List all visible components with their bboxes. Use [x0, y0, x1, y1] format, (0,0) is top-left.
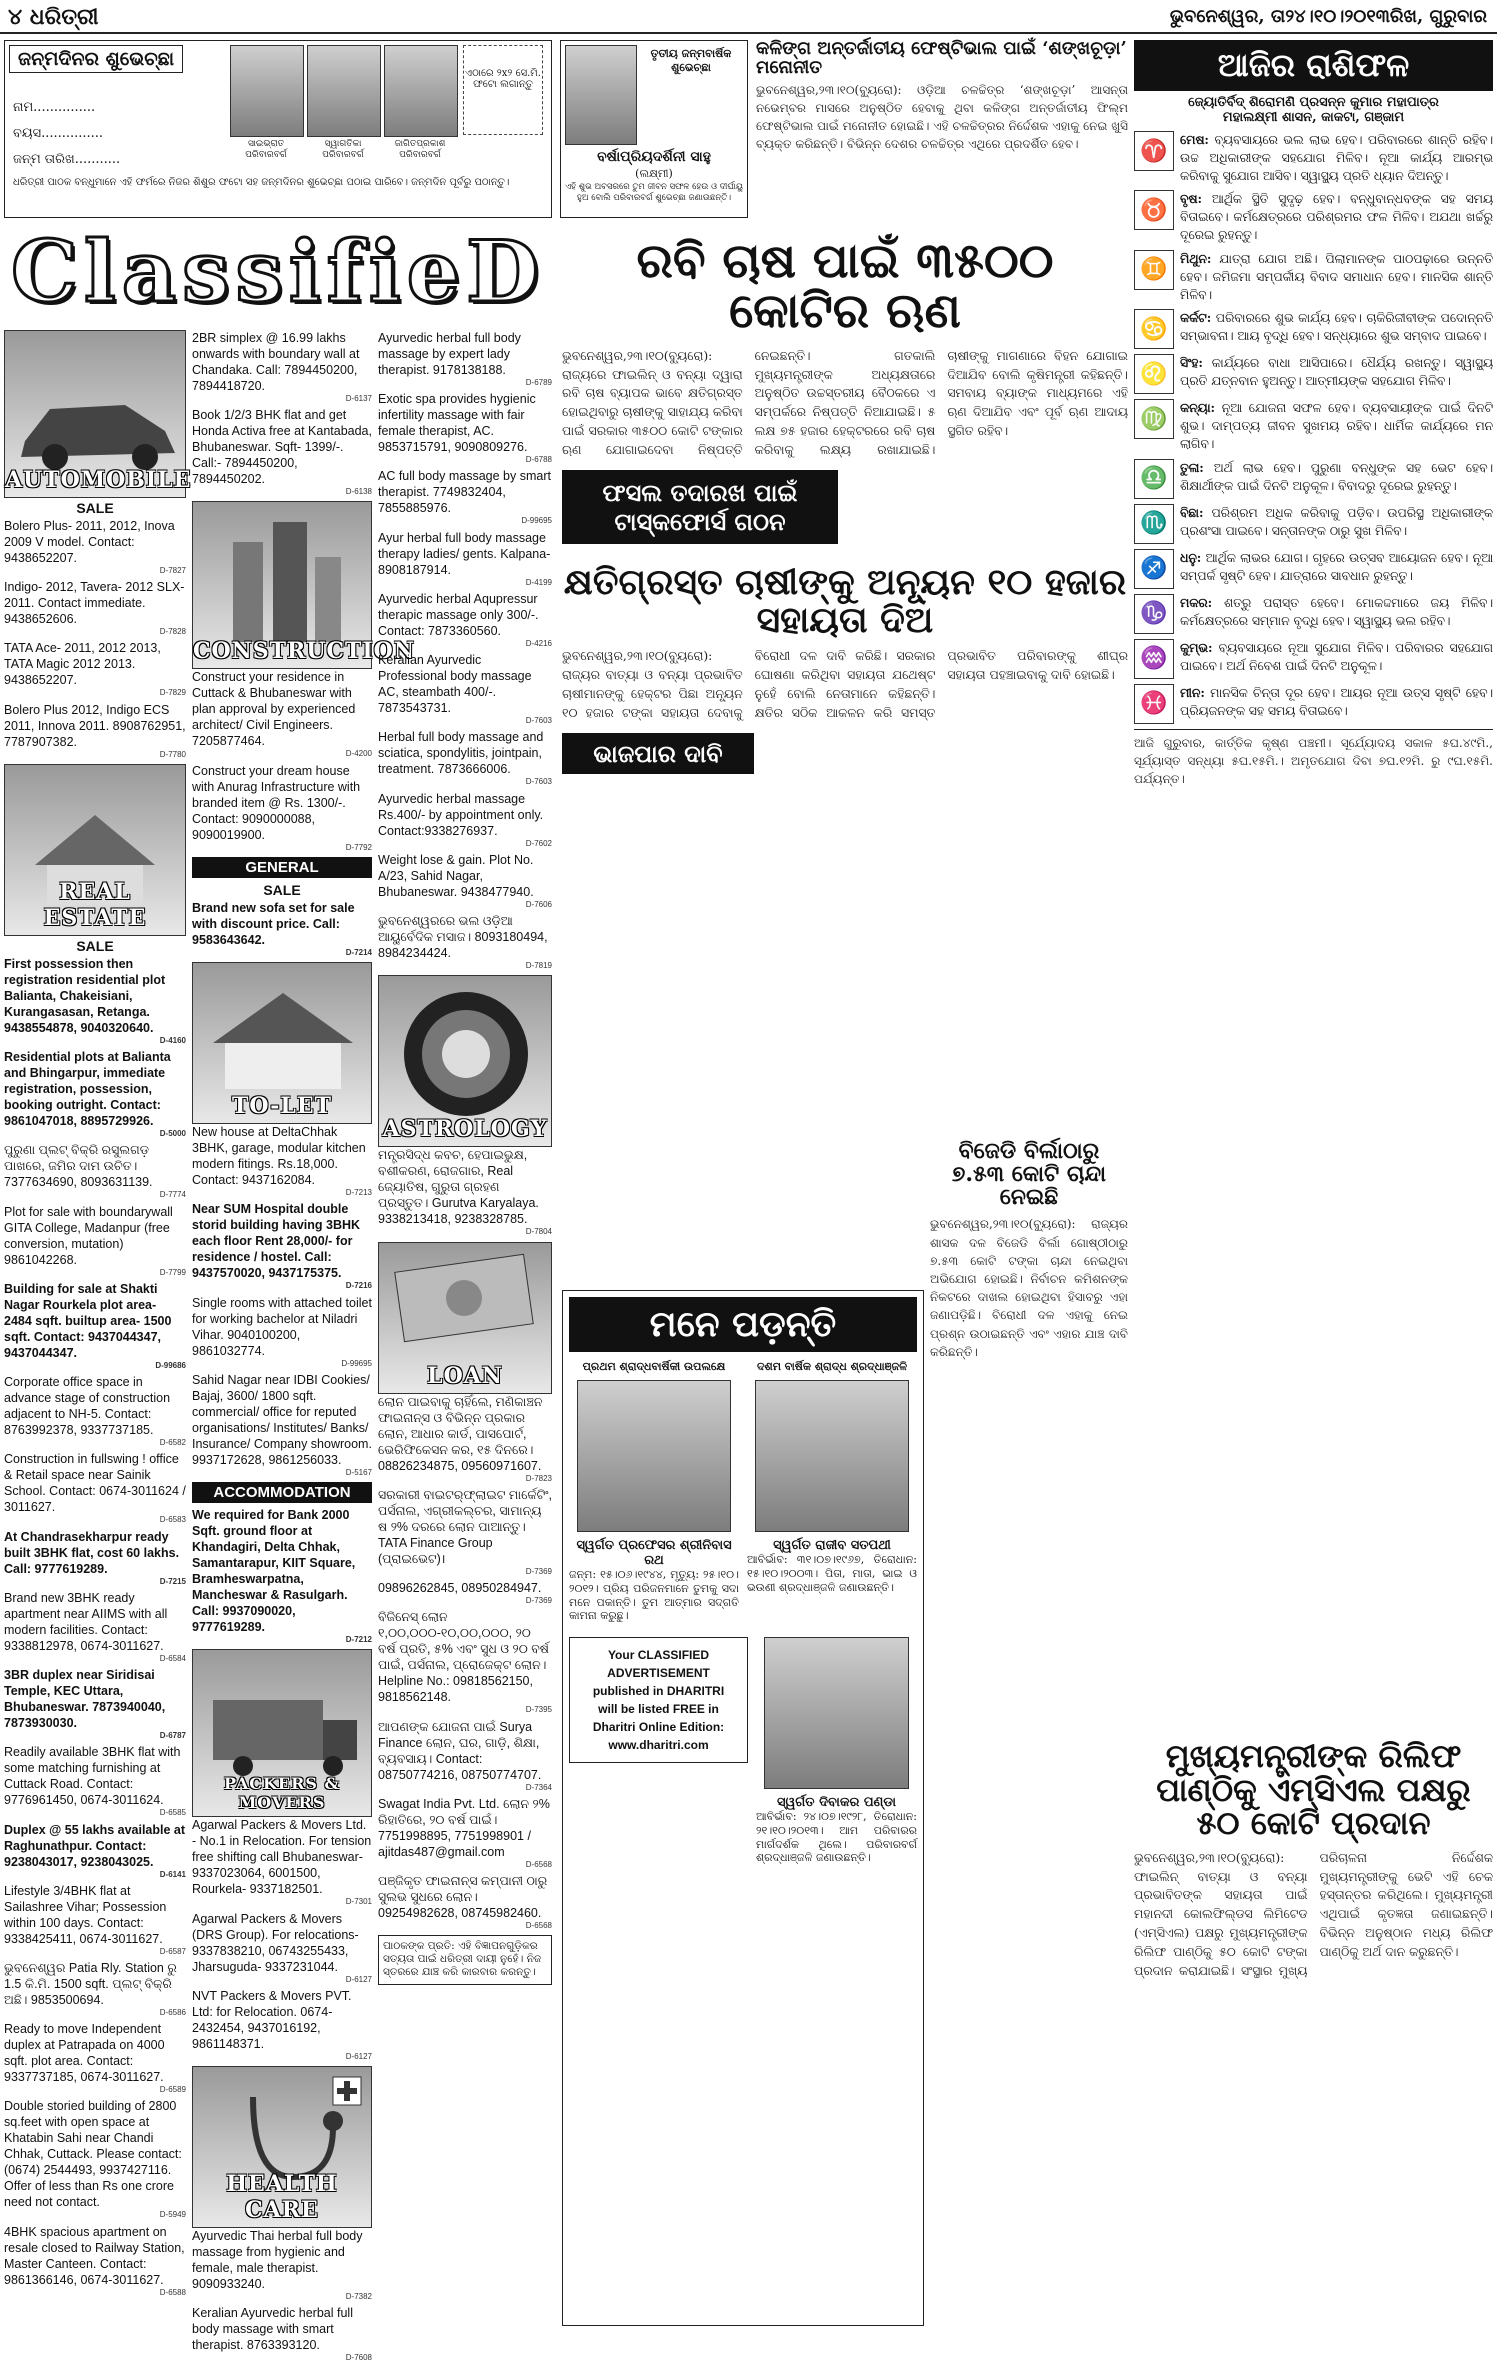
classified-ad [192, 2305, 372, 2363]
obituary-photo-2 [755, 1380, 909, 1532]
ad-text: Plot for sale with boundarywall GITA College, Madanpur (free conversion, mutation) 9861042268. [4, 1204, 173, 1267]
ad-text: At Chandrasekharpur ready built 3BHK flat, cost 60 lakhs. Call: 9777619289. [4, 1529, 180, 1576]
classified-ad [378, 1394, 552, 1484]
ad-code: D-6127 [345, 1974, 372, 1984]
classified-ad [378, 591, 552, 649]
ad-code: D-7364 [525, 1782, 552, 1792]
zodiac-sign-icon: ♌ [1134, 354, 1174, 394]
classified-promo: Your CLASSIFIED ADVERTISEMENT published in DHARITRI will be listed FREE in Dharitri Online Edition: www.dharitri.com [569, 1637, 748, 1763]
classified-ad [4, 579, 186, 637]
obituary-body-3: ଆବିର୍ଭାବ: ୨୪।୦୭।୧୯୨୮, ତିରୋଧାନ: ୨୧।୧୦।୨୦୧୩। ଆମ ପରିବାରର ମାର୍ଗଦର୍ଶକ ଥିଲେ। ପରିବାରବର୍ଗ ଶ୍ରଦ୍ଧାଞ୍ଜଳି ଜଣାଉଛନ୍ତି। [756, 1810, 917, 1865]
ad-text: Herbal full body massage and sciatica, spondylitis, jointpain, treatment. 7873666006. [378, 730, 544, 777]
rashi-text: ଯାତ୍ରା ଯୋଗ ଅଛି। ପିଲାମାନଙ୍କ ପାଠପଢ଼ାରେ ଉନ୍ନତି ହେବ। ଜମିଜମା ସମ୍ପର୍କୀୟ ବିବାଦ ସମାଧାନ ହେବ। ମାନସିକ ଶାନ୍ତି ମିଳିବ। [1180, 251, 1493, 302]
photo-caption-2: ସ୍ୱାଗତିକା ପରିବାରବର୍ଗ [322, 139, 364, 161]
ad-code: D-7799 [159, 1267, 186, 1277]
rashi-entry [1134, 131, 1493, 185]
rashi-text: ପରିଶ୍ରମ ଅଧିକ କରିବାକୁ ପଡ଼ିବ। ଉପରିସ୍ଥ ଅଧିକାରୀଙ୍କ ପ୍ରଶଂସା ପାଇବେ। ସନ୍ତାନଙ୍କ ଠାରୁ ସୁଖ ମିଳିବ। [1180, 505, 1493, 538]
rashi-text: ଆର୍ଥିକ ଲାଭର ଯୋଗ। ଗୃହରେ ଉତ୍ସବ ଆୟୋଜନ ହେବ। ନୂଆ ସମ୍ପର୍କ ସୃଷ୍ଟି ହେବ। ଯାତ୍ରାରେ ସାବଧାନ ରୁହନ୍ତୁ। [1180, 550, 1493, 583]
loan-image: LOAN [378, 1242, 552, 1394]
ad-text: ଭୁବନେଶ୍ୱରରେ ଭଲ ଓଡ଼ିଆ ଆୟୁର୍ବେଦିକ ମସାଜ। 8093180494, 8984234424. [378, 914, 548, 961]
classified-ad [4, 1883, 186, 1957]
ad-text: Bolero Plus 2012, Indigo ECS 2011, Innova 2011. 8908762951, 7787907382. [4, 702, 186, 749]
rashi-entry [1134, 639, 1493, 679]
main-story-body: ଭୁବନେଶ୍ୱର,୨୩।୧୦(ବ୍ୟୁରୋ): ରାଜ୍ୟରେ ଫାଇଲିନ୍ ଓ ବନ୍ୟା ଦ୍ୱାରା ରବି ଚାଷ ବ୍ୟାପକ ଭାବେ କ୍ଷତିଗ୍ରସ୍ତ ହୋଇଥିବାରୁ ଚାଷୀଙ୍କୁ ସାହାଯ୍ୟ କରିବା ପାଇଁ ସରକାର ୩୫୦୦ କୋଟି ଟଙ୍କାର ଋଣ ଯୋଗାଇଦେବା ନିଷ୍ପତ୍ତି ନେଇଛନ୍ତି। ଗତକାଲି ମୁଖ୍ୟମନ୍ତ୍ରୀଙ୍କ ଅଧ୍ୟକ୍ଷତାରେ ଅନୁଷ୍ଠିତ ଉଚ୍ଚସ୍ତରୀୟ ବୈଠକରେ ଏ ସମ୍ପର୍କରେ ନିଷ୍ପତ୍ତି ନିଆଯାଇଛି। ୫ ଲକ୍ଷ ୭୫ ହଜାର ହେକ୍ଟରରେ ରବି ଚାଷ କରିବାକୁ ଲକ୍ଷ୍ୟ ରଖାଯାଇଛି। ଚାଷୀଙ୍କୁ ମାଗଣାରେ ବିହନ ଯୋଗାଇ ଦିଆଯିବ ବୋଲି କୃଷିମନ୍ତ୍ରୀ କହିଛନ୍ତି। ସମବାୟ ବ୍ୟାଙ୍କ ମାଧ୍ୟମରେ ଏହି ଋଣ ଦିଆଯିବ ଏବଂ ପୂର୍ବ ଋଣ ଆଦାୟ ସ୍ଥଗିତ ରହିବ। [562, 347, 1128, 457]
ad-text: Indigo- 2012, Tavera- 2012 SLX- 2011. Contact immediate. 9438652606. [4, 580, 185, 627]
ad-text: Sahid Nagar near IDBI Cookies/ Bajaj, 3600/ 1800 sqft. commercial/ office for reputed organisations/ Institutes/ Banks/ Insurance/ Company showroom. 9937172628, 9861256033. [192, 1372, 372, 1467]
ad-code: D-7819 [525, 961, 552, 971]
ad-code: D-7603 [525, 716, 552, 726]
classified-ad [4, 1142, 186, 1200]
ad-text: ସରକାରୀ ବାଇଟର୍‌ଫ୍ଲାଇଟ ମାର୍କେଟିଂ, ପର୍ସନାଲ, ଏଗ୍ରୀକଲ୍ଚର, ସାମାନ୍ୟ ଷ ୨% ଦରରେ ଲୋନ ପାଆନ୍ତୁ। TATA Finance Group (ପ୍ରାଇଭେଟ)। [378, 1487, 552, 1566]
ad-code: D-6141 [159, 1869, 186, 1879]
obituary-name-3: ସ୍ୱର୍ଗତ ଦିବାକର ପଣ୍ଡା [777, 1795, 896, 1810]
classified-ad [4, 1822, 186, 1880]
ad-code: D-6587 [159, 1946, 186, 1956]
classified-ad [4, 2224, 186, 2298]
classified-ad [192, 2228, 372, 2302]
ad-code: D-7829 [159, 688, 186, 698]
ad-text: Lifestyle 3/4BHK flat at Sailashree Vihar; Possession within 100 days. Contact: 9338425411, 0674-3011627. [4, 1883, 167, 1946]
classified-ad [192, 407, 372, 497]
general-sale-heading: SALE [263, 881, 301, 898]
construction-image: CONSTRUCTION [192, 501, 372, 669]
rashi-name: ମିଥୁନ: [1180, 250, 1212, 266]
ad-text: Ayurvedic herbal Aqupressur therapic massage only 300/-. Contact: 7873360560. [378, 591, 539, 638]
birthday-photo-2 [307, 45, 381, 137]
ad-text: New house at DeltaChhak 3BHK, garage, modular kitchen modern fitings. Rs.18,000. Contact: 9437162084. [192, 1125, 366, 1188]
website-link[interactable]: www.dharitri.com [608, 1738, 709, 1752]
page-label: ୪ ଧରିତ୍ରୀ [8, 4, 99, 30]
third-story-body: ଭୁବନେଶ୍ୱର,୨୩।୧୦(ବ୍ୟୁରୋ): ରାଜ୍ୟର ଶାସକ ଦଳ ବିଜେଡି ବିର୍ଲା ଗୋଷ୍ଠୀଠାରୁ ୭.୫୩ କୋଟି ଟଙ୍କା ଚାନ୍ଦା ନେଇଥିବା ଅଭିଯୋଗ ହୋଇଛି। ନିର୍ବାଚନ କମିଶନଙ୍କ ନିକଟରେ ଦାଖଲ ହୋଇଥିବା ହିସାବରୁ ଏହା ଜଣାପଡ଼ିଛି। ବିରୋଧୀ ଦଳ ଏହାକୁ ନେଇ ପ୍ରଶ୍ନ ଉଠାଇଛନ୍ତି ଏବଂ ଏହାର ଯାଞ୍ଚ ଦାବି କରିଛନ୍ତି। [930, 1217, 1128, 1359]
rashi-entry [1134, 504, 1493, 544]
ad-text: 3BR duplex near Siridisai Temple, KEC Uttara, Bhubaneswar. 7873940040, 7873930030. [4, 1668, 166, 1731]
ad-code: D-7216 [345, 1281, 372, 1291]
classified-ad [4, 518, 186, 576]
rashi-name: ମୀନ: [1180, 684, 1205, 700]
ad-text: ଲୋନ ପାଇବାକୁ ଚାହିଁଲେ, ମଣିକାଞ୍ଚନ ଫାଇନାନ୍ସ ଓ ବିଭିନ୍ନ ପ୍ରକାର ଲୋନ, ଆଧାର କାର୍ଡ, ପାସପୋର୍ଟ, ଭେରିଫିକେସନ କର, ୧୫ ଦିନରେ। 08826234875, 09560971607. [378, 1394, 543, 1473]
ad-code: D-6127 [345, 2051, 372, 2061]
classified-ad [4, 1667, 186, 1741]
ad-text: ମନ୍ତ୍ରସିଦ୍ଧ କବଚ, ହେପାଇଭୁକ୍ଷ, ବଶୀକରଣ, ରୋଜଗାର, Real ଜ୍ୟୋତିଷ, ଗୁରୁତା ଗ୍ରହଣ ପ୍ରସ୍ତୁତ। Gurutva Karyalaya. 9338213418, 9238328785. [378, 1148, 539, 1227]
relief-story-body: ଭୁବନେଶ୍ୱର,୨୩।୧୦(ବ୍ୟୁରୋ): ଫାଇଲିନ୍ ବାତ୍ୟା ଓ ବନ୍ୟା ପ୍ରଭାବିତଙ୍କ ସହାୟତା ପାଇଁ ମହାନଦୀ କୋଲଫିଲ୍ଡସ ଲିମିଟେଡ (ଏମ୍‌ସିଏଲ) ପକ୍ଷରୁ ମୁଖ୍ୟମନ୍ତ୍ରୀଙ୍କ ରିଲିଫ ପାଣ୍ଠିକୁ ୫୦ କୋଟି ଟଙ୍କା ପ୍ରଦାନ କରାଯାଇଛି। ସଂସ୍ଥାର ମୁଖ୍ୟ ପରିଚାଳନା ନିର୍ଦ୍ଦେଶକ ମୁଖ୍ୟମନ୍ତ୍ରୀଙ୍କୁ ଭେଟି ଏହି ଚେକ ହସ୍ତାନ୍ତର କରିଥିଲେ। ମୁଖ୍ୟମନ୍ତ୍ରୀ ଏଥିପାଇଁ କୃତଜ୍ଞତା ଜଣାଇଛନ୍ତି। ବିଭିନ୍ନ ଅନୁଷ୍ଠାନ ମଧ୍ୟ ରିଲିଫ ପାଣ୍ଠିକୁ ଅର୍ଥ ଦାନ କରୁଛନ୍ତି। [1134, 1849, 1493, 1978]
classified-logo: ClassifieD [10, 222, 546, 321]
ad-text: Brand new sofa set for sale with discount price. Call: 9583643642. [192, 900, 355, 947]
ad-code: D-6584 [159, 1653, 186, 1663]
ad-code: D-7395 [525, 1705, 552, 1715]
classified-col-2 [192, 330, 415, 2363]
classified-ad [378, 1609, 552, 1715]
ad-text: ବିଜିନେସ୍ ଲୋନ ୧,୦୦,୦୦୦-୧୦,୦୦,୦୦୦, ୨୦ ବର୍ଷ ପ୍ରତି, ୫% ଏବଂ ସୁଧ ଓ ୨୦ ବର୍ଷ ପାଇଁ, ପର୍ସନାଲ, ପ୍ରୋଜେକ୍ଟ ଲୋନ। Helpline No.: 09818562150, 9818562148. [378, 1610, 549, 1705]
classified-ad [4, 1744, 186, 1818]
ad-text: ପୁରୁଣା ପ୍ଲଟ୍ ବିକ୍ରି ରସୁଲଗଡ଼ ପାଖରେ, ଜମିର ଦାମ ଉଚିତ। 7377634690, 8093631139. [4, 1143, 153, 1190]
classified-ad [4, 2098, 186, 2220]
ad-text: Keralian Ayurvedic herbal full body massage with smart therapist. 8763393120. [192, 2306, 353, 2353]
obituary-body-1: ଜନ୍ମ: ୧୫।୦୬।୧୯୪୪, ମୃତ୍ୟୁ: ୨୫।୧୦।୨୦୧୨। ପ୍ରିୟ ପରିଜନମାନେ ତୁମକୁ ସଦା ମନେ ପକାନ୍ତି। ତୁମ ଆତ୍ମାର ସଦ୍‌ଗତି କାମନା କରୁଛୁ। [569, 1568, 739, 1623]
classified-ad [192, 1124, 372, 1198]
rashi-name: ତୁଳା: [1180, 459, 1204, 475]
obituary-panel [562, 1290, 924, 2326]
bjp-demand-box: ଭାଜପାର ଦାବି [562, 733, 754, 774]
classified-ad [378, 913, 552, 971]
ad-text: Book 1/2/3 BHK flat and get Honda Activa free at Kantabada, Bhubaneswar. Sqft- 1399/-. Call:- 7894450200, 7894450202. [192, 408, 372, 487]
rashi-entry [1134, 594, 1493, 634]
classified-ad [192, 1201, 372, 1291]
packers-image: PACKERS & MOVERS [192, 1649, 372, 1817]
relief-story [1134, 1737, 1493, 2326]
ad-code: D-6586 [159, 2007, 186, 2017]
top-story-headline: କଳିଙ୍ଗ ଅନ୍ତର୍ଜାତୀୟ ଫେଷ୍ଟିଭାଲ ପାଇଁ ‘ଶଙ୍ଖଚୂଡ଼ା’ ମନୋନୀତ [756, 38, 1127, 78]
zodiac-sign-icon: ♊ [1134, 250, 1174, 290]
obituary-heading-2: ଦଶମ ବାର୍ଷିକ ଶ୍ରାଦ୍ଧ ଶ୍ରଦ୍ଧାଞ୍ଜଳି [756, 1360, 908, 1373]
classified-ad [378, 330, 552, 388]
ad-code: D-7301 [345, 1897, 372, 1907]
classified-ad [192, 1372, 372, 1478]
ad-text: Construct your residence in Cuttack & Bhubaneswar with plan approval by experienced architect/ Civil Engineers. 7205877464. [192, 670, 356, 749]
rashi-text: ମାନସିକ ଚିନ୍ତା ଦୂର ହେବ। ଆୟର ନୂଆ ଉତ୍ସ ସୃଷ୍ଟି ହେବ। ପ୍ରିୟଜନଙ୍କ ସହ ସମୟ ବିତାଇବେ। [1180, 685, 1493, 718]
rashi-name: ମକର: [1180, 594, 1213, 610]
classified-ad [4, 1049, 186, 1139]
to-let-image: TO-LET [192, 962, 372, 1124]
zodiac-sign-icon: ♒ [1134, 639, 1174, 679]
dateline: ଭୁବନେଶ୍ୱର, ତା୨୪।୧୦।୨୦୧୩ରିଖ, ଗୁରୁବାର [1169, 6, 1487, 27]
ad-code: D-7608 [345, 2353, 372, 2363]
zodiac-sign-icon: ♍ [1134, 399, 1174, 439]
ad-text: Swagat India Pvt. Ltd. ଲୋନ ୨% ରିହାତିରେ, ୨୦ ବର୍ଷ ପାଇଁ। 7751998895, 7751998901 / ajitdas487@gmail.com [378, 1796, 550, 1859]
ad-code: D-5949 [159, 2210, 186, 2220]
ad-code: D-7603 [525, 777, 552, 787]
ad-code: D-99686 [155, 1360, 186, 1370]
ad-code: D-6789 [525, 378, 552, 387]
anniversary-photo [565, 45, 637, 145]
anniversary-box [560, 40, 748, 218]
accommodation-heading: ACCOMMODATION [192, 1482, 372, 1503]
classified-ad [192, 1295, 372, 1369]
ad-text: ଭୁବନେଶ୍ୱର Patia Rly. Station ରୁ 1.5 କି.ମି. 1500 sqft. ପ୍ଲଟ୍ ବିକ୍ରି ଅଛି। 9853500694. [4, 1960, 177, 2007]
rashi-name: ମେଷ: [1180, 132, 1209, 147]
rashi-name: କନ୍ୟା: [1180, 400, 1216, 416]
birthday-form [4, 40, 552, 218]
ad-text: ଆପଣଙ୍କ ଯୋଜନା ପାଇଁ Surya Finance ଲୋନ, ଘର, ଗାଡ଼ି, ଶିକ୍ଷା, ବ୍ୟବସାୟ। Contact: 08750774216, 08750774707. [378, 1719, 542, 1782]
classified-col-3 [378, 330, 552, 2330]
ad-text: Brand new 3BHK ready apartment near AIIMS with all modern facilities. Contact: 9338812978, 0674-3011627. [4, 1590, 168, 1653]
ad-text: 2BR simplex @ 16.99 lakhs onwards with boundary wall at Chandaka. Call: 7894450200, 7894418720. [192, 331, 360, 393]
ad-code: D-7212 [345, 1635, 372, 1645]
third-story [930, 1140, 1128, 1440]
rashi-text: ଆର୍ଥିକ ସ୍ଥିତି ସୁଦୃଢ଼ ହେବ। ବନ୍ଧୁବାନ୍ଧବଙ୍କ ସହ ସମୟ ବିତାଇବେ। କର୍ମକ୍ଷେତ୍ରରେ ପରିଶ୍ରମର ଫଳ ମିଳିବ। ଅଯଥା ଖର୍ଚ୍ଚରୁ ଦୂରେଇ ରୁହନ୍ତୁ। [1180, 192, 1493, 243]
ad-code: D-6588 [159, 2287, 186, 2297]
ad-text: AC full body massage by smart therapist. 7749832404, 7855885976. [378, 469, 551, 516]
anniversary-title: ତୃତୀୟ ଜନ୍ମବାର୍ଷିକ ଶୁଭେଚ୍ଛା [650, 47, 732, 74]
rashi-entry [1134, 399, 1493, 453]
ad-code: D-6585 [159, 1808, 186, 1818]
ad-text: Single rooms with attached toilet for working bachelor at Niladri Vihar. 9040100200, 9861032774. [192, 1295, 372, 1358]
obituary-photo-1 [577, 1380, 731, 1532]
realestate-sale-heading: SALE [76, 937, 114, 954]
ad-text: Ayurvedic herbal massage Rs.400/- by appointment only. Contact:9338276937. [378, 791, 544, 838]
ad-text: Double storied building of 2800 sq.feet with open space at Khatabin Sahi near Chandi Chhak, Cuttack. Please contact: (0674) 2544493, 9937427116. Offer of less than Rs one crore need not contact. [4, 2099, 182, 2210]
rashi-text: କାର୍ଯ୍ୟରେ ବାଧା ଆସିପାରେ। ଧୈର୍ଯ୍ୟ ରଖନ୍ତୁ। ସ୍ୱାସ୍ଥ୍ୟ ପ୍ରତି ଯତ୍ନବାନ ହୁଅନ୍ତୁ। ଆତ୍ମୀୟଙ୍କ ସହଯୋଗ ମିଳିବ। [1180, 356, 1493, 389]
ad-code: D-6788 [525, 455, 552, 465]
classified-ad [192, 669, 372, 759]
ad-code: D-5167 [345, 1467, 372, 1477]
ad-code: D-7215 [159, 1576, 186, 1586]
classified-ad [378, 391, 552, 465]
zodiac-sign-icon: ♐ [1134, 549, 1174, 589]
rashi-entry [1134, 309, 1493, 349]
ad-code: D-4216 [525, 638, 552, 648]
health-care-image: HEALTH CARE [192, 2066, 372, 2228]
zodiac-sign-icon: ♑ [1134, 594, 1174, 634]
ad-text: We required for Bank 2000 Sqft. ground floor at Khandagiri, Delta Chhak, Samantarapur, KIIT Square, Bramheswarpatna, Mancheswar & Rasulgarh. Call: 9937090020, 9777619289. [192, 1508, 356, 1635]
birthday-photo-3 [384, 45, 458, 137]
anniversary-blessing: ଏହି ଶୁଭ ଅବସରରେ ତୁମ ଜୀବନ ସଫଳ ହେଉ ଓ ଦୀର୍ଘାୟୁ ହୁଅ ବୋଲି ପରିବାରବର୍ଗ ଶୁଭେଚ୍ଛା ଜଣାଉଛନ୍ତି। [565, 182, 743, 203]
obituary-body-2: ଆବିର୍ଭାବ: ୩୧।୦୭।୧୯୬୭, ତିରୋଧାନ: ୧୫।୧୦।୨୦୦୩। ପିତା, ମାତା, ଭାଇ ଓ ଭଉଣୀ ଶ୍ରଦ୍ଧାଞ୍ଜଳି ଜଣାଉଛନ୍ତି। [747, 1553, 917, 1594]
astrology-image: ASTROLOGY [378, 975, 552, 1147]
rashi-name: ଧନୁ: [1180, 549, 1202, 565]
ad-code: D-6589 [159, 2085, 186, 2095]
ad-text: Weight lose & gain. Plot No. A/23, Sahid Nagar, Bhubaneswar. 9438477940. [378, 852, 534, 899]
ad-code: D-4199 [525, 577, 552, 587]
rashi-text: ନୂଆ ଯୋଜନା ସଫଳ ହେବ। ବ୍ୟବସାୟୀଙ୍କ ପାଇଁ ଦିନଟି ଶୁଭ। ଦାମ୍ପତ୍ୟ ଜୀବନ ସୁଖମୟ ରହିବ। ଧାର୍ମିକ କାର୍ଯ୍ୟରେ ମନ ଲାଗିବ। [1180, 401, 1493, 452]
photo-caption-1: ସାଇଭ୍ରାତ ପରିବାରବର୍ଗ [245, 139, 287, 161]
anniversary-name: ବର୍ଷାପ୍ରିୟଦର୍ଶିନୀ ସାହୁ [597, 149, 711, 165]
zodiac-sign-icon: ♎ [1134, 459, 1174, 499]
classified-ad [378, 791, 552, 849]
astrologer-place: ମହାଲକ୍ଷ୍ମୀ ଶାସନ, କାକଟା, ଗଞ୍ଜାମ [1222, 110, 1405, 125]
classified-ad [378, 729, 552, 787]
ad-text: Ayur herbal full body massage therapy ladies/ gents. Kalpana- 8908187914. [378, 530, 551, 577]
rashi-name: ବିଛା: [1180, 504, 1204, 520]
panjika: ଆଜି ଗୁରୁବାର, କାର୍ତ୍ତିକ କୃଷ୍ଣ ପଞ୍ଚମୀ। ସୂର୍ଯ୍ୟୋଦୟ ସକାଳ ୫ଘ.୪୯ମି., ସୂର୍ଯ୍ୟାସ୍ତ ସନ୍ଧ୍ୟା ୫ଘ.୧୫ମି.। ଅମୃତଯୋଗ ଦିବା ୭ଘ.୧୨ମି. ରୁ ୯ଘ.୧୫ମି. ପର୍ଯ୍ୟନ୍ତ। [1134, 729, 1493, 789]
classified-ad [192, 900, 372, 958]
top-story [756, 40, 1128, 218]
ad-code: D-6568 [525, 1920, 552, 1930]
general-heading: GENERAL [192, 857, 372, 878]
ad-code: D-99695 [341, 1358, 372, 1368]
ad-code: D-7827 [159, 566, 186, 575]
zodiac-sign-icon: ♓ [1134, 684, 1174, 724]
ad-text: ପଞ୍ଜିକୃତ ଫାଇନାନ୍ସ କମ୍ପାନୀ ଠାରୁ ସୁଲଭ ସୁଧରେ ଲୋନ। 09254982628, 08745982460. [378, 1873, 548, 1920]
rashi-entry [1134, 250, 1493, 304]
classified-ad [192, 1988, 372, 2062]
ad-code: D-7828 [159, 627, 186, 637]
rashi-name: କୁମ୍ଭ: [1180, 639, 1213, 655]
relief-headline: ମୁଖ୍ୟମନ୍ତ୍ରୀଙ୍କ ରିଲିଫ ପାଣ୍ଠିକୁ ଏମ୍‌ସିଏଲ ପକ୍ଷରୁ ୫୦ କୋଟି ପ୍ରଦାନ [1156, 1737, 1471, 1843]
ad-code: D-7804 [525, 1227, 552, 1237]
classified-ad [4, 1529, 186, 1587]
birthday-photo-1 [230, 45, 304, 137]
zodiac-sign-icon: ♏ [1134, 504, 1174, 544]
ad-code: D-7823 [525, 1473, 552, 1483]
ad-code: D-5000 [159, 1129, 186, 1139]
classified-ad [378, 1796, 552, 1870]
ad-text: 09896262845, 08950284947. [378, 1581, 542, 1596]
ad-code: D-7780 [159, 749, 186, 759]
classified-ad [192, 1817, 372, 1907]
obituary-name-2: ସ୍ୱର୍ଗତ ରାଜୀବ ସତପଥୀ [773, 1538, 891, 1553]
birthday-title: ଜନ୍ମଦିନର ଶୁଭେଚ୍ଛା [9, 45, 183, 73]
rashi-entry [1134, 684, 1493, 724]
ad-text: Ayurvedic Thai herbal full body massage from hygienic and female, male therapist. 9090933240. [192, 2229, 363, 2292]
classified-ad [378, 468, 552, 526]
ad-text: Construct your dream house with Anurag Infrastructure with branded item @ Rs. 1300/-. Contact: 9090000088, 9090019900. [192, 763, 361, 842]
ad-text: Agarwal Packers & Movers Ltd. - No.1 in Relocation. For tension free shifting call Bhubaneswar- 9337023064, 6001500, Rourkela- 9337182501. [192, 1818, 372, 1897]
rashi-name: କର୍କଟ: [1180, 310, 1212, 326]
rashi-entry [1134, 354, 1493, 394]
ad-code: D-99695 [521, 516, 552, 526]
classified-ad [192, 763, 372, 853]
classified-ad [4, 1281, 186, 1371]
ad-text: Corporate office space in advance stage of construction adjacent to NH-5. Contact: 8763992378, 9337737185. [4, 1375, 171, 1438]
classified-ad [4, 1960, 186, 2018]
ad-text: Keralian Ayurvedic Professional body massage AC, steambath 400/-. 7873543731. [378, 653, 532, 716]
classified-ad [4, 640, 186, 698]
ad-code: D-7369 [525, 1596, 552, 1606]
ad-text: Exotic spa provides hygienic infertility massage with fair female therapist, AC. 9853715791, 9090809276. [378, 392, 536, 455]
ad-code: D-6568 [525, 1859, 552, 1869]
page-header [0, 0, 1497, 34]
classified-ad [192, 1911, 372, 1985]
ad-code: D-7213 [345, 1188, 372, 1198]
classified-ad [378, 1487, 552, 1577]
taskforce-box: ଫସଲ ତଦାରଖ ପାଇଁ ଟାସ୍କଫୋର୍ସ ଗଠନ [562, 470, 838, 544]
rashi-text: ବ୍ୟବସାୟରେ ନୂଆ ସୁଯୋଗ ମିଳିବ। ପରିବାରର ସହଯୋଗ ପାଇବେ। ଅର୍ଥ ନିବେଶ ପାଇଁ ଦିନଟି ଅନୁକୂଳ। [1180, 640, 1493, 673]
classified-ad [192, 330, 372, 404]
form-field-name[interactable]: ନାମ............... [13, 100, 96, 115]
photo-caption-3: ଜାଗିତପ୍ରକାଶ ପରିବାରବର୍ଗ [394, 139, 446, 161]
ad-text: Readily available 3BHK flat with some matching furnishing at Cuttack Road. Contact: 9776961450, 0674-3011624. [4, 1745, 181, 1808]
photo-size-note: ଏଠାରେ ୨x୨ ସେ.ମି. ଫଟୋ ଲଗାନ୍ତୁ [463, 45, 543, 135]
classified-ad [192, 1507, 372, 1645]
ad-code: D-6583 [159, 1515, 186, 1525]
obituary-name-1: ସ୍ୱର୍ଗତ ପ୍ରଫେସର ଶ୍ରୀନିବାସ ରଥ [576, 1538, 732, 1568]
ad-code: D-4200 [345, 749, 372, 759]
ad-code: D-7606 [525, 899, 552, 909]
reader-notice: ପାଠକଙ୍କ ପ୍ରତି: ଏହି ବିଜ୍ଞାପନଗୁଡ଼ିକର ସତ୍ୟତା ପାଇଁ ଧରିତ୍ରୀ ଦାୟୀ ନୁହେଁ। ନିଜ ସ୍ତରରେ ଯାଞ୍ଚ କରି କାରବାର କରନ୍ତୁ। [378, 1935, 552, 1984]
ad-text: Bolero Plus- 2011, 2012, Inova 2009 V model. Contact: 9438652207. [4, 519, 175, 565]
classified-ad [4, 1451, 186, 1525]
second-story-body: ଭୁବନେଶ୍ୱର,୨୩।୧୦(ବ୍ୟୁରୋ): ରାଜ୍ୟର ବାତ୍ୟା ଓ ବନ୍ୟା ପ୍ରଭାବିତ ଚାଷୀମାନଙ୍କୁ ହେକ୍ଟର ପିଛା ଅନ୍ୟୂନ ୧୦ ହଜାର ଟଙ୍କା ସହାୟତା ଦେବାକୁ ବିରୋଧୀ ଦଳ ଦାବି କରିଛି। ସରକାର ଘୋଷଣା କରିଥିବା ସହାୟତା ଯଥେଷ୍ଟ ନୁହେଁ ବୋଲି ନେତାମାନେ କହିଛନ୍ତି। କ୍ଷତିର ସଠିକ ଆକଳନ କରି ସମସ୍ତ ପ୍ରଭାବିତ ପରିବାରଙ୍କୁ ଶୀଘ୍ର ସହାୟତା ପହଞ୍ଚାଇବାକୁ ଦାବି ହୋଇଛି। [562, 648, 1128, 720]
birthday-footer: ଧରିତ୍ରୀ ପାଠକ ବନ୍ଧୁମାନେ ଏହି ଫର୍ମରେ ନିଜର ଶିଶୁର ଫଟୋ ସହ ଜନ୍ମଦିନର ଶୁଭେଚ୍ଛା ପଠାଇ ପାରିବେ। ଜନ୍ମଦିନ ପୂର୍ବରୁ ପଠାନ୍ତୁ। [13, 177, 510, 188]
classified-ad [4, 2021, 186, 2095]
classified-ad [378, 1719, 552, 1793]
ad-text: Residential plots at Balianta and Bhingarpur, immediate registration, possession, booking outright. Contact: 9861047018, 8895729926. [4, 1050, 171, 1129]
ad-text: Agarwal Packers & Movers (DRS Group). For relocations- 9337838210, 06743255433, Jharsuguda- 9337231044. [192, 1911, 359, 1974]
classified-ad [4, 956, 186, 1046]
ad-text: First possession then registration residential plot Balianta, Chakeisiani, Kurangasasan, Retanga. 9438554878, 9040320640. [4, 956, 166, 1035]
ad-code: D-6582 [159, 1438, 186, 1448]
astrologer-name: ଜ୍ୟୋତିର୍ବିଦ୍ ଶିରୋମଣି ପ୍ରସନ୍ନ କୁମାର ମହାପାତ୍ର [1188, 95, 1439, 110]
classified-ad [4, 702, 186, 760]
rashi-text: ଶତ୍ରୁ ପରାସ୍ତ ହେବେ। ମୋକଦ୍ଦମାରେ ଜୟ ମିଳିବ। କର୍ମକ୍ଷେତ୍ରରେ ସମ୍ମାନ ବୃଦ୍ଧି ହେବ। ସ୍ୱାସ୍ଥ୍ୟ ଭଲ ରହିବ। [1180, 595, 1493, 628]
anniversary-sub: (ଲକ୍ଷ୍ମୀ) [635, 167, 673, 180]
automobile-image: AUTOMOBILE [4, 330, 186, 498]
classified-ad [378, 530, 552, 588]
ad-code: D-6137 [345, 394, 372, 403]
ad-code: D-7792 [345, 842, 372, 852]
rashi-text: ପରିବାରରେ ଶୁଭ କାର୍ଯ୍ୟ ହେବ। ଚାକିରିଜୀବୀଙ୍କ ପଦୋନ୍ନତି ସମ୍ଭାବନା। ଆୟ ବୃଦ୍ଧି ହେବ। ସନ୍ଧ୍ୟାରେ ଶୁଭ ସମ୍ବାଦ ପାଇବେ। [1180, 311, 1493, 344]
ad-code: D-7382 [345, 2292, 372, 2302]
rashi-name: ବୃଷ: [1180, 191, 1203, 207]
horoscope-panel [1134, 40, 1493, 1730]
classified-ad [4, 1590, 186, 1664]
ad-code: D-6787 [159, 1731, 186, 1741]
rashi-name: ସିଂହ: [1180, 355, 1203, 371]
third-headline: ବିଜେଡି ବିର୍ଲାଠାରୁ ୭.୫୩ କୋଟି ଚାନ୍ଦା ନେଇଛି [951, 1138, 1107, 1211]
ad-text: Building for sale at Shakti Nagar Rourkela plot area- 2484 sqft. builtup area- 1500 sqft. Contact: 9437044347, 9437044347. [4, 1281, 172, 1360]
classified-ad [378, 1580, 552, 1606]
rashi-entry [1134, 459, 1493, 499]
ad-code: D-4160 [159, 1035, 186, 1045]
horoscope-title: ଆଜିର ରାଶିଫଳ [1134, 40, 1493, 91]
classified-ad [4, 1374, 186, 1448]
obituary-title: ମନେ ପଡ଼ନ୍ତି [569, 1297, 917, 1352]
rashi-entry [1134, 190, 1493, 244]
ad-text: Construction in fullswing ! office & Retail space near Sainik School. Contact: 0674-3011624 / 3011627. [4, 1452, 186, 1515]
classified-ad [378, 652, 552, 726]
classified-ad [4, 1204, 186, 1278]
form-field-dob[interactable]: ଜନ୍ମ ତାରିଖ........... [13, 152, 121, 167]
form-field-age[interactable]: ବୟସ............... [13, 126, 104, 141]
obituary-photo-3 [764, 1637, 909, 1789]
zodiac-sign-icon: ♉ [1134, 190, 1174, 230]
classified-col-1 [4, 330, 192, 2330]
ad-code: D-7774 [159, 1190, 186, 1200]
main-story [562, 224, 1128, 1124]
ad-text: Near SUM Hospital double storid building having 3BHK each floor Rent 28,000/- for residence / hostel. Call: 9437570020, 9437175375. [192, 1202, 361, 1281]
classified-ad [378, 1147, 552, 1237]
second-headline: କ୍ଷତିଗ୍ରସ୍ତ ଚାଷୀଙ୍କୁ ଅନ୍ୟୂନ ୧୦ ହଜାର ସହାୟତା ଦିଅ [563, 560, 1127, 641]
zodiac-sign-icon: ♈ [1134, 131, 1174, 171]
ad-text: Ready to move Independent duplex at Patrapada on 4000 sqft. plot area. Contact: 9337737185, 0674-3011627. [4, 2022, 165, 2085]
ad-text: Duplex @ 55 lakhs available at Raghunathpur. Contact: 9238043017, 9238043025. [4, 1822, 186, 1869]
obituary-heading-1: ପ୍ରଥମ ଶ୍ରାଦ୍ଧବାର୍ଷିକୀ ଉପଲକ୍ଷେ [582, 1360, 726, 1373]
main-headline: ରବି ଚାଷ ପାଇଁ ୩୫୦୦ କୋଟିର ଋଣ [636, 233, 1054, 340]
ad-text: 4BHK spacious apartment on resale closed to Railway Station, Master Canteen. Contact: 9861366146, 0674-3011627. [4, 2224, 185, 2287]
rashi-text: ବ୍ୟବସାୟରେ ଭଲ ଲାଭ ହେବ। ପରିବାରରେ ଶାନ୍ତି ରହିବ। ଉଚ୍ଚ ଅଧିକାରୀଙ୍କ ସହଯୋଗ ମିଳିବ। ନୂଆ କାର୍ଯ୍ୟ ଆରମ୍ଭ କରିବାକୁ ସୁଯୋଗ ଆସିବ। ସ୍ୱାସ୍ଥ୍ୟ ପ୍ରତି ଧ୍ୟାନ ଦିଅନ୍ତୁ। [1180, 133, 1493, 183]
ad-text: TATA Ace- 2011, 2012 2013, TATA Magic 2012 2013. 9438652207. [4, 641, 161, 688]
ad-text: NVT Packers & Movers PVT. Ltd: for Relocation. 0674-2432454, 9437016192, 9861148371. [192, 1988, 352, 2051]
ad-text: Ayurvedic herbal full body massage by expert lady therapist. 9178138188. [378, 331, 521, 377]
ad-code: D-7214 [345, 947, 372, 957]
top-story-body: ଭୁବନେଶ୍ୱର,୨୩।୧୦(ବ୍ୟୁରୋ): ଓଡ଼ିଆ ଚଳଚ୍ଚିତ୍ର ‘ଶଙ୍ଖଚୂଡ଼ା’ ଆସନ୍ତା ନଭେମ୍ବର ମାସରେ ଅନୁଷ୍ଠିତ ହେବାକୁ ଥିବା କଳିଙ୍ଗ ଅନ୍ତର୍ଜାତୀୟ ଫିଲ୍ମ ଫେଷ୍ଟିଭାଲ ପାଇଁ ମନୋନୀତ ହୋଇଛି। ଏହି ଚଳଚ୍ଚିତ୍ରର ନିର୍ଦ୍ଦେଶକ ଏହାକୁ ନେଇ ଖୁସି ବ୍ୟକ୍ତ କରିଛନ୍ତି। ବିଭିନ୍ନ ଦେଶର ଚଳଚ୍ଚିତ୍ର ଏଥିରେ ପ୍ରଦର୍ଶିତ ହେବ। [756, 82, 1128, 152]
real-estate-image: REAL ESTATE [4, 764, 186, 936]
ad-code: D-6138 [345, 487, 372, 497]
rashi-entry [1134, 549, 1493, 589]
ad-code: D-7369 [525, 1566, 552, 1576]
auto-sale-heading: SALE [76, 500, 114, 516]
classified-ad [378, 852, 552, 910]
rashi-text: ଅର୍ଥ ଲାଭ ହେବ। ପୁରୁଣା ବନ୍ଧୁଙ୍କ ସହ ଭେଟ ହେବ। ଶିକ୍ଷାର୍ଥୀଙ୍କ ପାଇଁ ଦିନଟି ଅନୁକୂଳ। ବିବାଦରୁ ଦୂରେଇ ରୁହନ୍ତୁ। [1180, 460, 1493, 493]
classified-ad [378, 1873, 552, 1931]
ad-code: D-7602 [525, 838, 552, 848]
zodiac-sign-icon: ♋ [1134, 309, 1174, 349]
